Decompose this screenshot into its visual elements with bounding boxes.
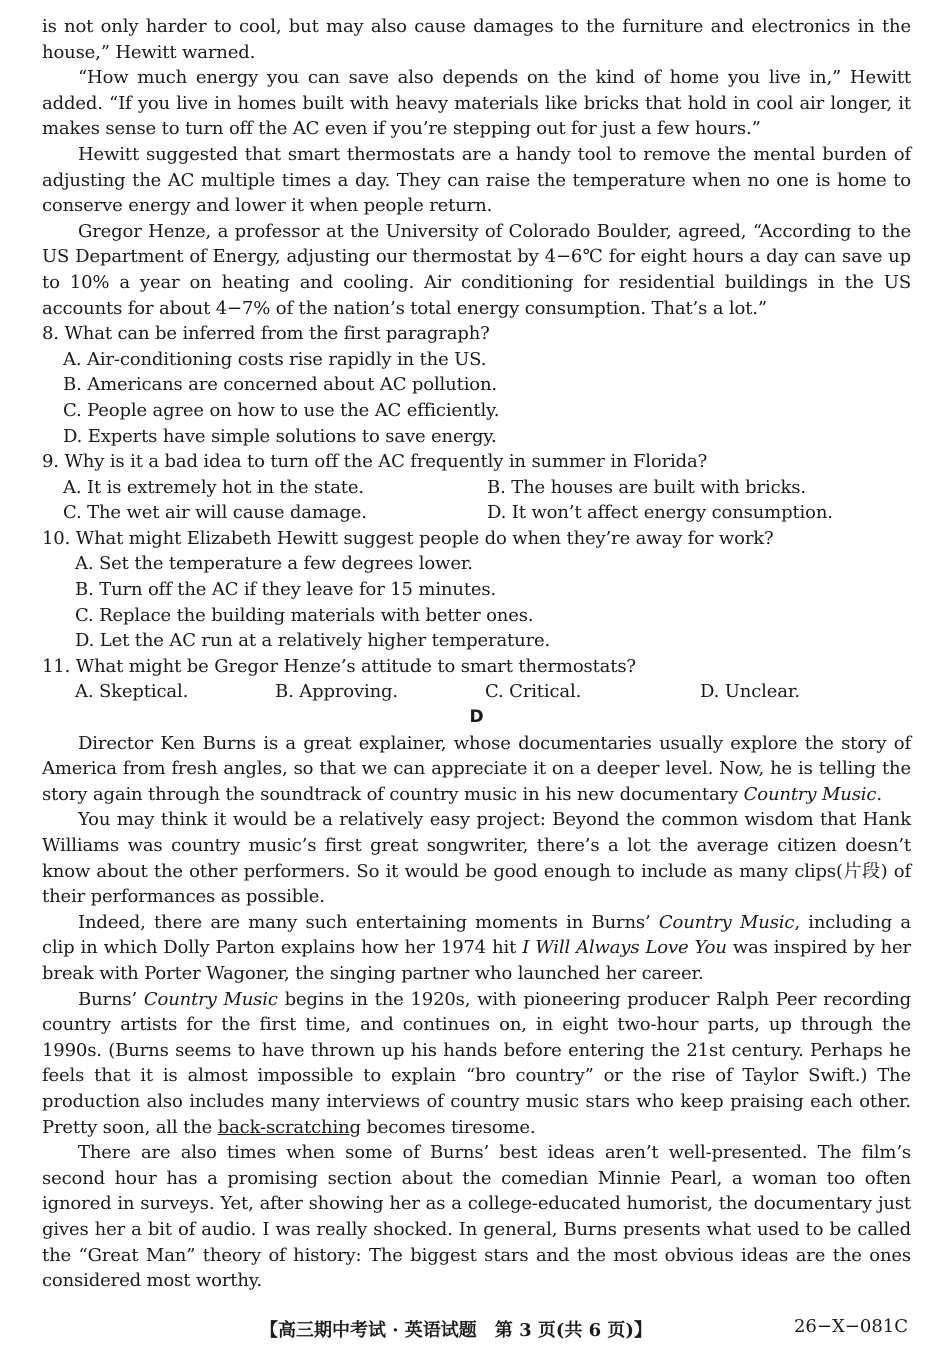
option-c: C. Critical. [485, 681, 582, 703]
option-c: C. People agree on how to use the AC efficiently. [63, 399, 500, 421]
option-c: C. The wet air will cause damage. [63, 502, 367, 524]
option-d: D. It won’t affect energy consumption. [487, 502, 833, 524]
passage-c-paragraph: “How much energy you can save also depends on the kind of home you live in,” Hewitt added. “If you live in homes built with heavy materials like bricks that hold in cool air longer, it makes sense to turn off the AC even if you’re stepping out for just a few hours.” [42, 67, 911, 140]
option-b: B. Americans are concerned about AC pollution. [63, 374, 498, 396]
documentary-title: Country Music [143, 988, 278, 1010]
passage-d-paragraph [42, 910, 911, 987]
passage-d-paragraph: There are also times when some of Burns’ best ideas aren’t well-presented. The film’s second hour has a promising section about the comedian Minnie Pearl, a woman too often ignored in surveys. Yet, after showing her as a college-educated humorist, the documentary just gives her a bit of audio. I was really shocked. In general, Burns presents what used to be called the “Great Man” theory of history: The biggest stars and the most obvious ideas are the ones considered most worthy. [42, 1142, 911, 1292]
option-b: B. The houses are built with bricks. [487, 476, 806, 498]
question-9 [42, 449, 911, 526]
text-run: Director Ken Burns is a great explainer, whose documentaries usually explore the story of America from fresh angles, so that we can appreciate it on a deeper level. Now, he is telling the story again through the soundtrack of country music in his new documentary [42, 732, 911, 805]
underlined-term: back-scratching [217, 1116, 361, 1138]
option-d: D. Unclear. [700, 681, 800, 703]
option-d: D. Let the AC run at a relatively higher temperature. [75, 630, 551, 652]
question-stem: 10. What might Elizabeth Hewitt suggest people do when they’re away for work? [42, 527, 774, 549]
passage-c-paragraph: is not only harder to cool, but may also cause damages to the furniture and electronics in the house,” Hewitt warned. [42, 16, 911, 63]
passage-d-paragraph [42, 731, 911, 808]
text-run: begins in the 1920s, with pioneering producer Ralph Peer recording country artists for the first time, and continues on, in eight two-hour parts, up through the 1990s. (Burns seems to have thrown up his hands before entering the 21st century. Perhaps he feels that it is almost impossible to explain “bro country” or the rise of Taylor Swift.) The production also includes many interviews of country music stars who keep praising each other. Pretty soon, all the [42, 988, 911, 1138]
text-run: was inspired by her break with Porter Wagoner, the singing partner who launched her career. [42, 937, 912, 984]
song-title: I Will Always Love You [522, 937, 727, 959]
question-stem: 8. What can be inferred from the first paragraph? [42, 323, 490, 345]
options-row [42, 679, 911, 705]
passage-c-paragraph: Gregor Henze, a professor at the University of Colorado Boulder, agreed, “According to the US Department of Energy, adjusting our thermostat by 4−6℃ for eight hours a day can save up to 10% a year on heating and cooling. Air conditioning for residential buildings in the US accounts for about 4−7% of the nation’s total energy consumption. That’s a lot.” [42, 220, 911, 319]
passage-d-paragraph [42, 987, 911, 1141]
option-b: B. Approving. [275, 681, 398, 703]
text-run: . [876, 783, 882, 805]
options-row [42, 475, 911, 501]
option-a: A. It is extremely hot in the state. [63, 476, 364, 498]
options-row [42, 500, 911, 526]
text-run: becomes tiresome. [360, 1116, 536, 1138]
question-10 [42, 526, 911, 654]
exam-page [42, 14, 911, 1294]
text-run: Burns’ [78, 988, 144, 1010]
option-b: B. Turn off the AC if they leave for 15 minutes. [75, 579, 497, 601]
documentary-title: Country Music [658, 911, 795, 933]
question-8 [42, 321, 911, 449]
text-run: Indeed, there are many such entertaining moments in Burns’ [78, 911, 659, 933]
passage-d-heading: D [469, 707, 484, 728]
option-a: A. Set the temperature a few degrees lower. [75, 553, 473, 575]
question-stem: 11. What might be Gregor Henze’s attitude to smart thermostats? [42, 655, 636, 677]
footer-code: 26−X−081C [793, 1316, 908, 1337]
option-a: A. Air-conditioning costs rise rapidly in the US. [63, 348, 487, 370]
documentary-title: Country Music [743, 783, 877, 805]
option-c: C. Replace the building materials with better ones. [75, 604, 534, 626]
passage-c-paragraph: Hewitt suggested that smart thermostats are a handy tool to remove the mental burden of adjusting the AC multiple times a day. They can raise the temperature when no one is home to conserve energy and lower it when people return. [42, 143, 911, 217]
option-a: A. Skeptical. [75, 681, 189, 703]
footer-page-info: 【高三期中考试 · 英语试题 第 3 页(共 6 页)】 [260, 1320, 652, 1341]
text-run: , including a clip in which Dolly Parton explains how her 1974 hit [42, 911, 911, 959]
question-11 [42, 654, 911, 705]
question-stem: 9. Why is it a bad idea to turn off the AC frequently in summer in Florida? [42, 451, 708, 473]
passage-d-paragraph: You may think it would be a relatively easy project: Beyond the common wisdom that Hank Williams was country music’s first great songwriter, there’s a lot the average citizen doesn’t know about the other performers. So it would be good enough to include as many clips(片段) of their performances as possible. [42, 809, 911, 908]
page-footer [0, 1316, 950, 1344]
option-d: D. Experts have simple solutions to save energy. [63, 425, 497, 447]
